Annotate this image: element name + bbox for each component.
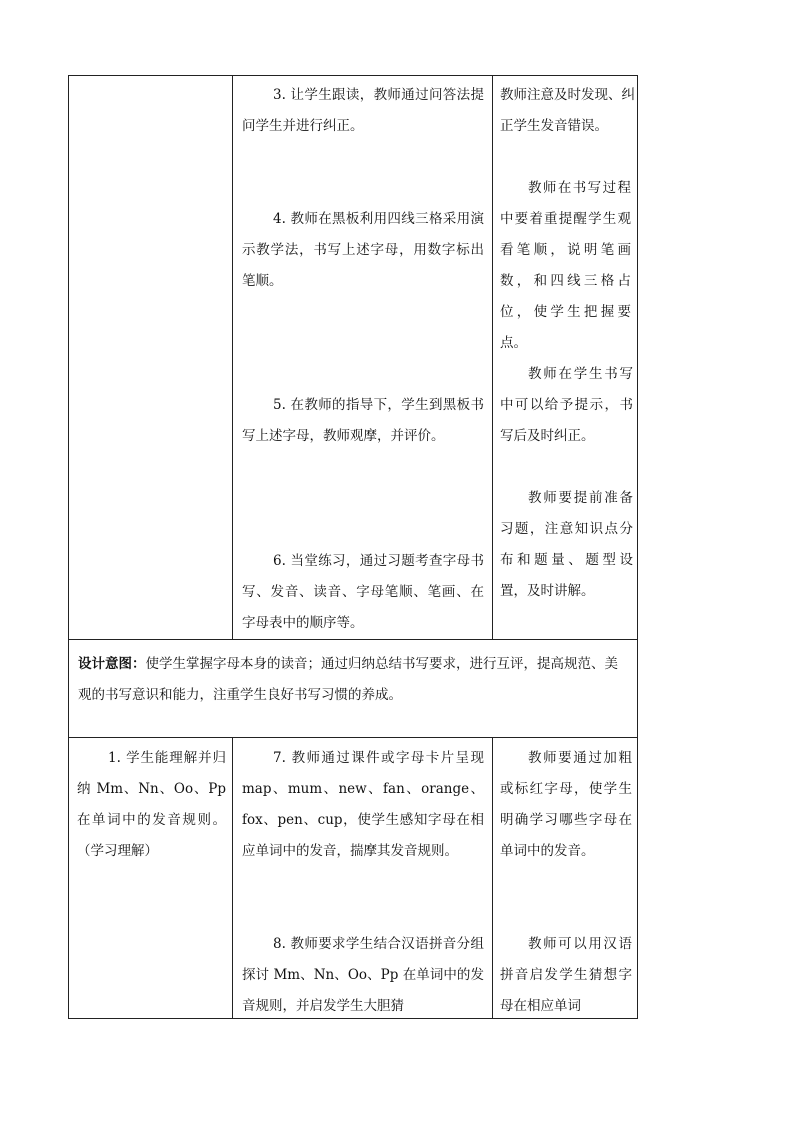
teacher-note: 教师要通过加粗或标红字母，使学生明确学习哪些字母在单词中的发音。 — [500, 750, 632, 859]
table-row — [69, 76, 638, 640]
design-intent — [69, 640, 637, 711]
teacher-note: 教师在学生书写中可以给予提示，书写后及时纠正。 — [500, 366, 633, 444]
table-row — [69, 640, 638, 738]
activity-step: 4. 教师在黑板利用四线三格采用演示教学法，书写上述字母，用数字标出笔顺。 — [242, 211, 484, 289]
activity-cell — [233, 738, 493, 1019]
objective-cell-empty — [69, 76, 233, 640]
teacher-note: 教师在书写过程中要着重提醒学生观看笔顺，说明笔画数，和四线三格占位，使学生把握要点。 — [500, 180, 631, 351]
table-row — [69, 738, 638, 1019]
design-intent-cell — [69, 640, 638, 738]
activity-step: 6. 当堂练习，通过习题考查字母书写、发音、读音、字母笔顺、笔画、在字母表中的顺序等。 — [242, 553, 484, 631]
activity-step: 7. 教师通过课件或字母卡片呈现 map、mum、new、fan、orange、fox、pen、cup，使学生感知字母在相应单词中的发音，揣摩其发音规则。 — [242, 750, 484, 859]
teacher-note: 教师要提前准备习题，注意知识点分布和题量、题型设置，及时讲解。 — [500, 490, 633, 599]
design-intent-text: 使学生掌握字母本身的读音；通过归纳总结书写要求，进行互评，提高规范、美观的书写意识和能力，注重学生良好书写习惯的养成。 — [78, 656, 618, 703]
note-cell — [493, 738, 638, 1019]
note-cell — [493, 76, 638, 640]
activity-step: 3. 让学生跟读，教师通过问答法提问学生并进行纠正。 — [242, 87, 484, 134]
learning-objective: 1. 学生能理解并归纳 Mm、Nn、Oo、Pp 在单词中的发音规则。（学习理解） — [77, 750, 226, 859]
activity-step: 8. 教师要求学生结合汉语拼音分组探讨 Mm、Nn、Oo、Pp 在单词中的发音规则，并启发学生大胆猜 — [242, 936, 484, 1014]
activity-step: 5. 在教师的指导下，学生到黑板书写上述字母，教师观摩，并评价。 — [242, 397, 484, 444]
teacher-note: 教师注意及时发现、纠正学生发音错误。 — [500, 87, 635, 134]
lesson-plan-table — [68, 75, 638, 1019]
activity-cell — [233, 76, 493, 640]
objective-cell — [69, 738, 233, 1019]
teacher-note: 教师可以用汉语拼音启发学生猜想字母在相应单词 — [500, 936, 632, 1014]
design-intent-label: 设计意图： — [78, 656, 146, 672]
